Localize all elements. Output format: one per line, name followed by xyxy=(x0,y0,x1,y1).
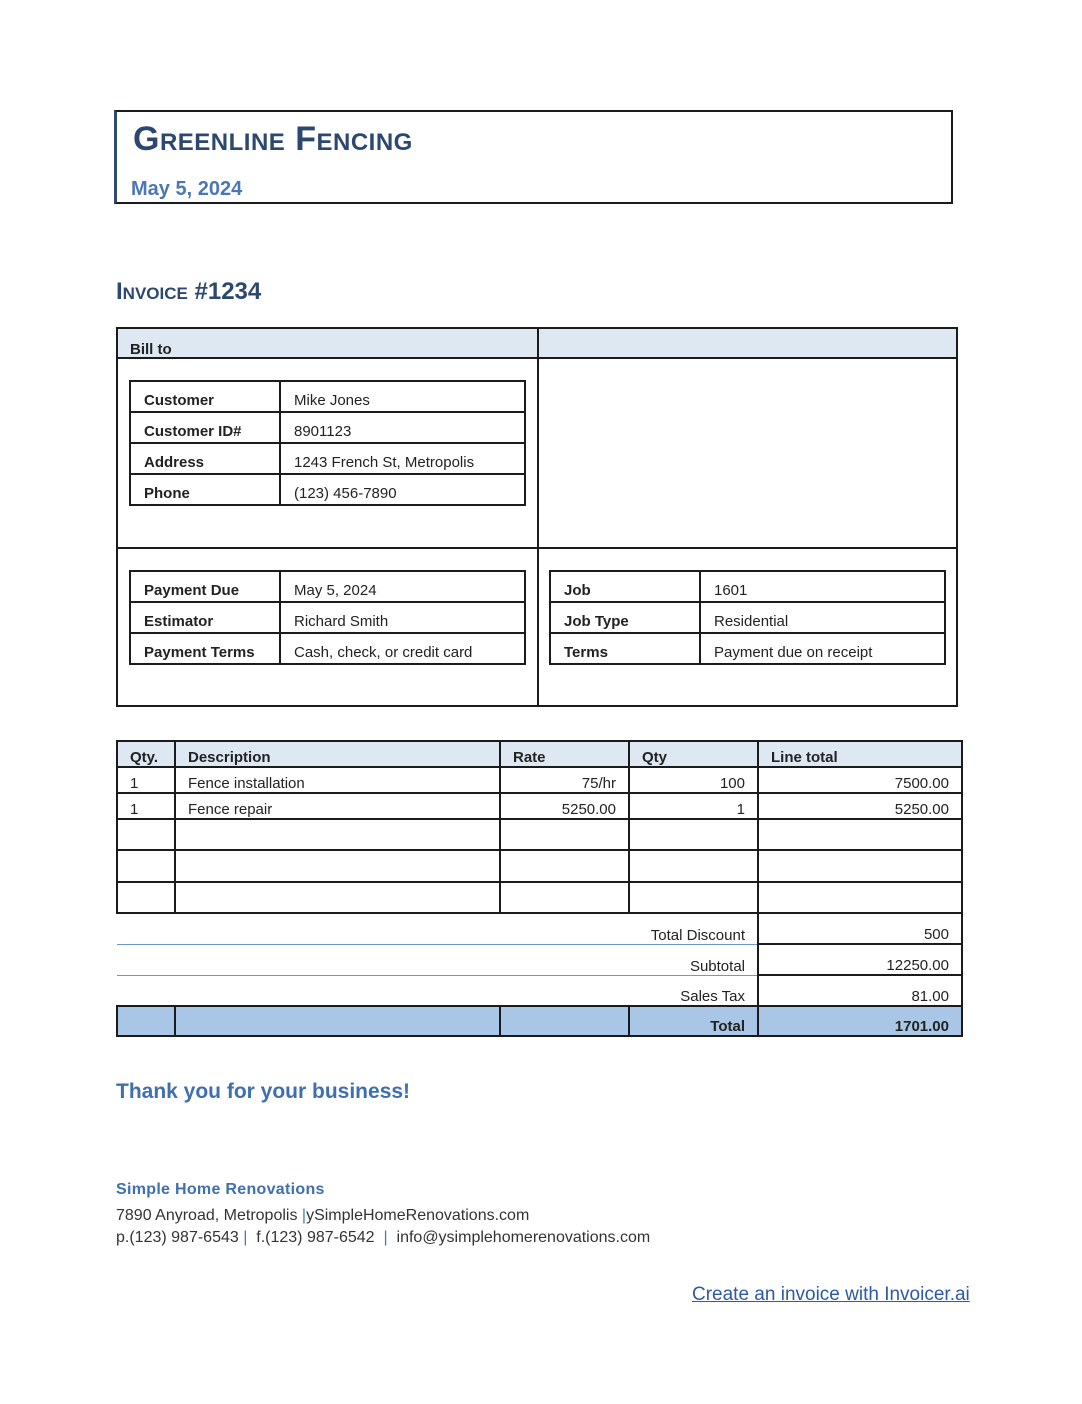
table-row xyxy=(550,633,945,664)
job-label: Job xyxy=(550,571,700,602)
total-row-cell xyxy=(500,1006,629,1036)
payment-due-value: May 5, 2024 xyxy=(280,571,525,602)
col-header-line-total: Line total xyxy=(758,741,962,767)
subtotal-label: Subtotal xyxy=(117,944,758,975)
cell-description: Fence installation xyxy=(175,767,500,793)
summary-row xyxy=(117,975,962,1006)
cell-qty: 1 xyxy=(117,793,175,819)
cell-description xyxy=(175,819,500,850)
customer-id-value: 8901123 xyxy=(280,412,525,443)
cell-rate xyxy=(500,850,629,882)
table-header-row xyxy=(117,741,962,767)
job-table xyxy=(549,570,946,665)
table-row xyxy=(130,474,525,505)
table-row xyxy=(130,412,525,443)
sales-tax-label: Sales Tax xyxy=(117,975,758,1006)
separator: | xyxy=(383,1229,388,1246)
divider xyxy=(118,547,956,549)
estimator-value: Richard Smith xyxy=(280,602,525,633)
footer-fax: f.(123) 987-6542 xyxy=(256,1229,375,1246)
table-row xyxy=(117,819,962,850)
customer-id-label: Customer ID# xyxy=(130,412,280,443)
table-row xyxy=(117,850,962,882)
total-row-cell xyxy=(175,1006,500,1036)
cell-qty xyxy=(117,850,175,882)
job-value: 1601 xyxy=(700,571,945,602)
invoice-info-grid xyxy=(116,327,958,707)
footer-address-line xyxy=(116,1207,529,1225)
bill-to-table xyxy=(129,380,526,506)
invoice-date: May 5, 2024 xyxy=(131,178,243,200)
cell-description xyxy=(175,850,500,882)
cell-qty2: 1 xyxy=(629,793,758,819)
table-row xyxy=(130,443,525,474)
total-row xyxy=(117,1006,962,1036)
cell-qty2: 100 xyxy=(629,767,758,793)
address-value: 1243 French St, Metropolis xyxy=(280,443,525,474)
phone-value: (123) 456-7890 xyxy=(280,474,525,505)
cell-rate: 5250.00 xyxy=(500,793,629,819)
cell-qty xyxy=(117,819,175,850)
col-header-rate: Rate xyxy=(500,741,629,767)
phone-label: Phone xyxy=(130,474,280,505)
job-type-value: Residential xyxy=(700,602,945,633)
table-row xyxy=(130,633,525,664)
total-row-cell xyxy=(117,1006,175,1036)
cell-rate xyxy=(500,882,629,913)
company-name: Greenline Fencing xyxy=(133,120,413,158)
table-row xyxy=(117,767,962,793)
separator: | xyxy=(243,1229,248,1246)
cell-line-total: 5250.00 xyxy=(758,793,962,819)
cell-qty2 xyxy=(629,850,758,882)
total-value: 1701.00 xyxy=(758,1006,962,1036)
job-type-label: Job Type xyxy=(550,602,700,633)
payment-due-label: Payment Due xyxy=(130,571,280,602)
sales-tax-value: 81.00 xyxy=(758,975,962,1006)
table-row xyxy=(117,882,962,913)
terms-label: Terms xyxy=(550,633,700,664)
payment-terms-label: Payment Terms xyxy=(130,633,280,664)
cell-rate: 75/hr xyxy=(500,767,629,793)
footer-company-name: Simple Home Renovations xyxy=(116,1181,325,1198)
invoicer-promo-link[interactable]: Create an invoice with Invoicer.ai xyxy=(692,1284,970,1305)
cell-qty2 xyxy=(629,819,758,850)
cell-qty2 xyxy=(629,882,758,913)
payment-terms-value: Cash, check, or credit card xyxy=(280,633,525,664)
table-row xyxy=(130,602,525,633)
subtotal-value: 12250.00 xyxy=(758,944,962,975)
payment-table xyxy=(129,570,526,665)
col-header-description: Description xyxy=(175,741,500,767)
thank-you-message: Thank you for your business! xyxy=(116,1080,411,1103)
cell-line-total: 7500.00 xyxy=(758,767,962,793)
cell-line-total xyxy=(758,819,962,850)
col-header-qty2: Qty xyxy=(629,741,758,767)
terms-value: Payment due on receipt xyxy=(700,633,945,664)
customer-label: Customer xyxy=(130,381,280,412)
cell-qty xyxy=(117,882,175,913)
cell-rate xyxy=(500,819,629,850)
table-row xyxy=(550,602,945,633)
estimator-label: Estimator xyxy=(130,602,280,633)
cell-description: Fence repair xyxy=(175,793,500,819)
footer-phone: p.(123) 987-6543 xyxy=(116,1229,239,1246)
total-discount-value: 500 xyxy=(758,913,962,944)
total-discount-label: Total Discount xyxy=(117,913,758,944)
footer-email: info@ysimplehomerenovations.com xyxy=(396,1229,651,1246)
cell-qty: 1 xyxy=(117,767,175,793)
footer-address: 7890 Anyroad, Metropolis xyxy=(116,1207,298,1224)
summary-row xyxy=(117,944,962,975)
total-label: Total xyxy=(629,1006,758,1036)
divider xyxy=(537,329,539,705)
summary-row xyxy=(117,913,962,944)
table-row xyxy=(550,571,945,602)
company-header-box xyxy=(114,110,953,204)
cell-line-total xyxy=(758,882,962,913)
table-row xyxy=(130,381,525,412)
col-header-qty: Qty. xyxy=(117,741,175,767)
cell-line-total xyxy=(758,850,962,882)
separator: | xyxy=(301,1207,307,1224)
footer-website: ySimpleHomeRenovations.com xyxy=(306,1207,530,1224)
customer-value: Mike Jones xyxy=(280,381,525,412)
table-row xyxy=(130,571,525,602)
table-row xyxy=(117,793,962,819)
address-label: Address xyxy=(130,443,280,474)
bill-to-label: Bill to xyxy=(130,341,172,358)
line-items-table xyxy=(116,740,963,1037)
cell-description xyxy=(175,882,500,913)
invoice-number: Invoice #1234 xyxy=(116,278,262,305)
footer-contact-line xyxy=(116,1229,650,1247)
